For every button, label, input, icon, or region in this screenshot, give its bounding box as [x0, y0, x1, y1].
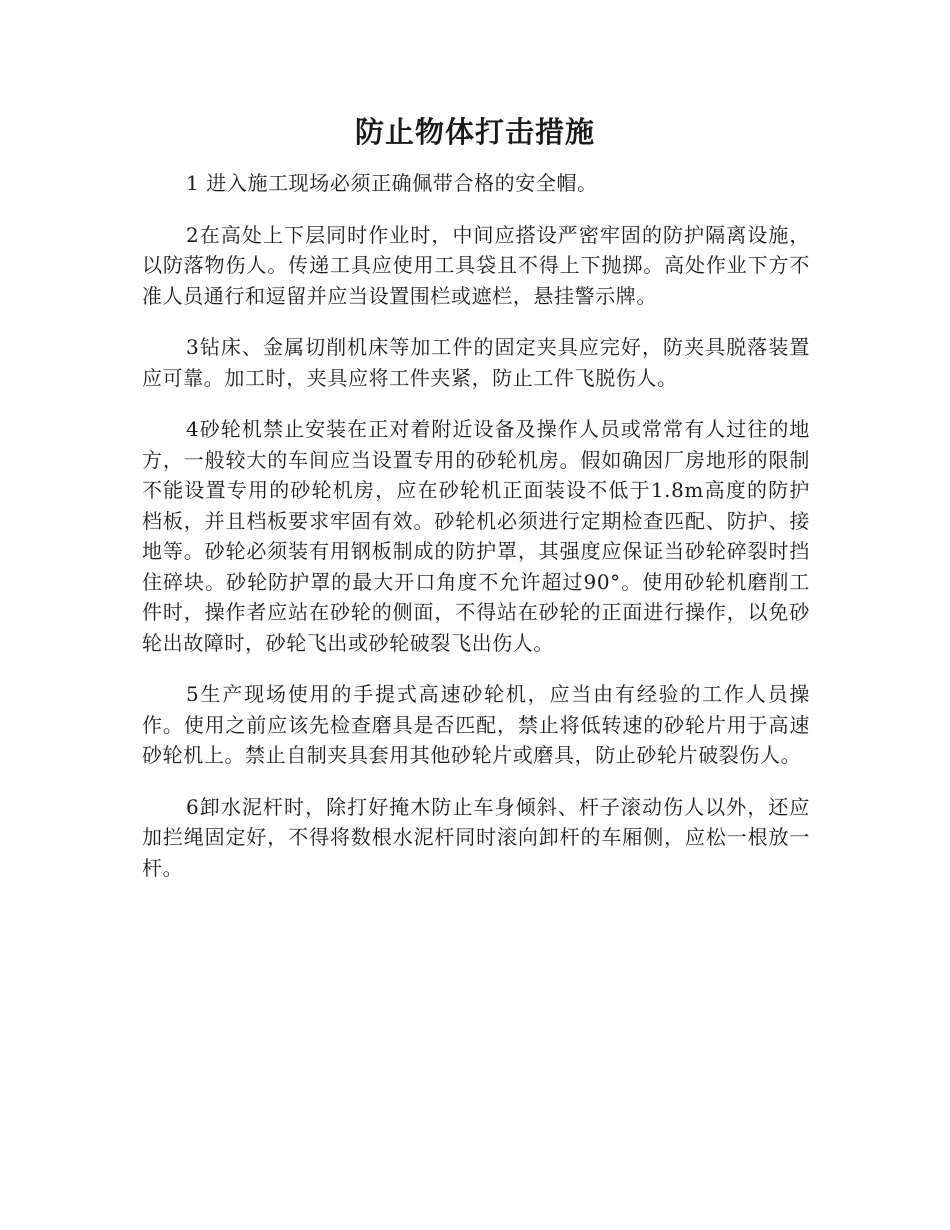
paragraph-1: 1 进入施工现场必须正确佩带合格的安全帽。 [186, 171, 598, 195]
paragraph-3: 3钻床、金属切削机床等加工件的固定夹具应完好，防夹具脱落装置应可靠。加工时，夹具应将工件夹紧，防止工件飞脱伤人。 [142, 335, 810, 390]
paragraph-4: 4砂轮机禁止安装在正对着附近设备及操作人员或常常有人过往的地方，一般较大的车间应当设置专用的砂轮机房。假如确因厂房地形的限制不能设置专用的砂轮机房，应在砂轮机正面装设不低于1.8m高度的防护档板，并且档板要求牢固有效。砂轮机必须进行定期检查匹配、防护、接地等。砂轮必须装有用钢板制成的防护罩，其强度应保证当砂轮碎裂时挡住碎块。砂轮防护罩的最大开口角度不允许超过90°。使用砂轮机磨削工件时，操作者应站在砂轮的侧面，不得站在砂轮的正面进行操作，以免砂轮出故障时，砂轮飞出或砂轮破裂飞出伤人。 [142, 417, 810, 655]
paragraph-2: 2在高处上下层同时作业时，中间应搭设严密牢固的防护隔离设施，以防落物伤人。传递工具应使用工具袋且不得上下抛掷。高处作业下方不准人员通行和逗留并应当设置围栏或遮栏，悬挂警示牌。 [142, 222, 810, 308]
paragraph-5: 5生产现场使用的手提式高速砂轮机，应当由有经验的工作人员操作。使用之前应该先检查磨具是否匹配，禁止将低转速的砂轮片用于高速砂轮机上。禁止自制夹具套用其他砂轮片或磨具，防止砂轮片破裂伤人。 [142, 682, 810, 767]
paragraph-6: 6卸水泥杆时，除打好掩木防止车身倾斜、杆子滚动伤人以外，还应加拦绳固定好，不得将数根水泥杆同时滚向卸杆的车厢侧，应松一根放一杆。 [142, 794, 810, 880]
document-title: 防止物体打击措施 [354, 115, 595, 149]
document-body [142, 168, 810, 904]
